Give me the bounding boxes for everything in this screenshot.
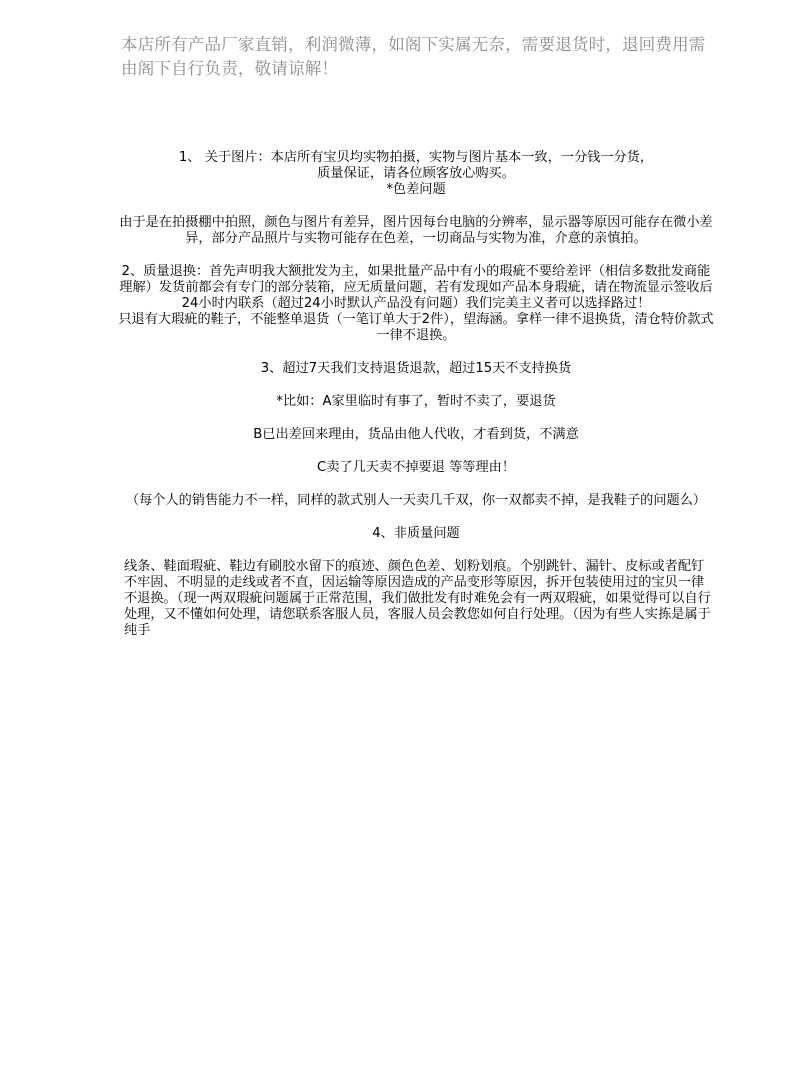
non-quality-heading: 4、非质量问题	[372, 526, 460, 541]
picture-policy-line-2: 质量保证，请各位顾客放心购买。	[317, 166, 515, 181]
non-quality-body: 线条、鞋面瑕疵、鞋边有刷胶水留下的痕迹、颜色色差、划粉划痕。个别跳针、漏针、皮标或者配钉不牢固、不明显的走线或者不直，因运输等原因造成的产品变形等原因，拆开包装使用过的宝贝一律不退换。（现一两双瑕疵问题属于正常范围，我们做批发有时难免会有一两双瑕疵，如果觉得可以自行处理，又不懂如何处理，请您联系客服人员，客服人员会教您如何自行处理。（因为有些人实拣是属于纯手	[124, 559, 711, 638]
return-shipping-notice: 本店所有产品厂家直销，利润微薄，如阁下实属无奈，需要退货时，退回费用需由阁下自行负责，敬请谅解！	[121, 35, 706, 78]
example-note: （每个人的销售能力不一样，同样的款式别人一天卖几千双，你一双都卖不掉，是我鞋子的问题么）	[125, 493, 707, 508]
return-timeframe: 3、超过7天我们支持退货退款，超过15天不支持换货	[260, 361, 572, 376]
return-policy-section	[118, 150, 714, 678]
example-b: B已出差回来理由，货品由他人代收，才看到货，不满意	[253, 427, 579, 442]
quality-return-body: 2、质量退换：首先声明我大额批发为主，如果批量产品中有小的瑕疵不要给差评（相信多数批发商能理解）发货前都会有专门的部分装箱，应无质量问题，若有发现如产品本身瑕疵，请在物流显示签收后24小时内联系（超过24小时默认产品没有问题）我们完美主义者可以选择路过！	[119, 264, 713, 311]
quality-return-body-2: 只退有大瑕疵的鞋子，不能整单退货（一笔订单大于2件），望海涵。拿样一律不退换货，清仓特价款式一律不退换。	[118, 312, 714, 343]
color-difference-body: 由于是在拍摄棚中拍照，颜色与图片有差异，图片因每台电脑的分辨率，显示器等原因可能存在微小差异，部分产品照片与实物可能存在色差，一切商品与实物为准，介意的亲慎拍。	[119, 215, 713, 246]
example-a: *比如：A家里临时有事了，暂时不卖了，要退货	[276, 394, 556, 409]
picture-policy-line-1: 1、 关于图片：本店所有宝贝均实物拍摄，实物与图片基本一致，一分钱一分货，	[178, 150, 654, 165]
example-c: C卖了几天卖不掉要退 等等理由！	[316, 460, 516, 475]
color-difference-heading: *色差问题	[386, 182, 446, 197]
